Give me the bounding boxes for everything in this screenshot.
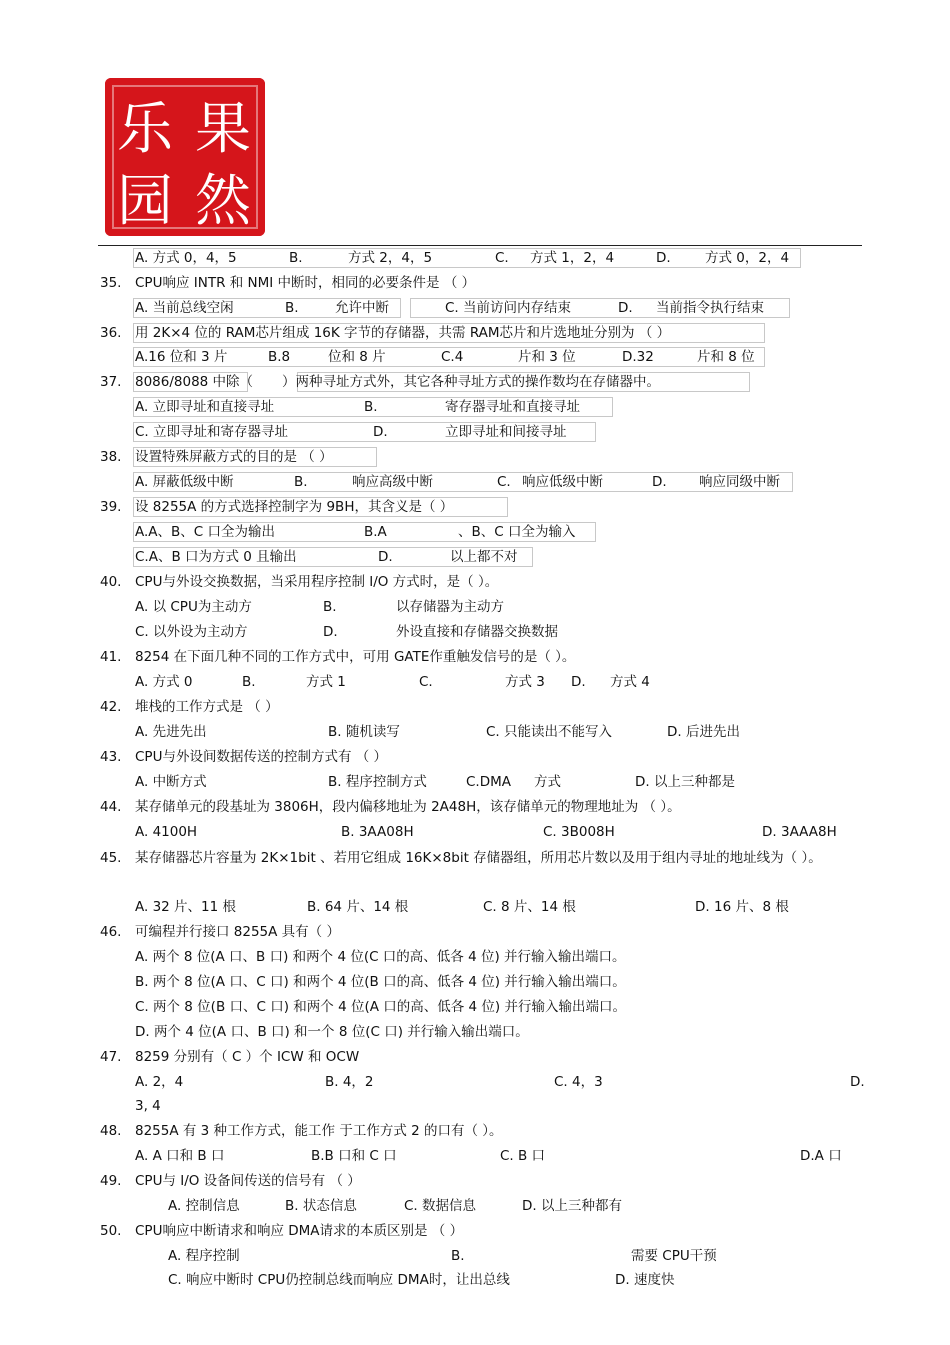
option-d-label: D. (323, 624, 338, 640)
question-number: 50. (100, 1223, 122, 1239)
option-d: D. 16 片、8 根 (695, 899, 789, 915)
q40-options-1 (0, 596, 950, 618)
q46-option-c (0, 996, 950, 1018)
option-b: B. 随机读写 (328, 724, 400, 740)
option-a: A. 32 片、11 根 (135, 899, 237, 915)
seal-graphic (105, 78, 265, 236)
seal-char-3: 园 (117, 169, 173, 234)
seal-char-2: 果 (195, 97, 251, 162)
seal-char-1: 乐 (117, 97, 173, 162)
option-d: 方式 4 (610, 674, 650, 690)
option-a: A. 先进先出 (135, 724, 207, 740)
q50-options-1 (0, 1245, 950, 1267)
question-40 (0, 571, 950, 593)
option-c: C. 4，3 (554, 1074, 603, 1090)
question-38 (0, 446, 950, 468)
option-c: 响应低级中断 (522, 474, 603, 490)
question-text: 8254 在下面几种不同的工作方式中，可用 GATE作重触发信号的是（ ）。 (135, 649, 576, 665)
option-c-label: C.4 (441, 349, 464, 365)
option-d: 3, 4 (135, 1098, 161, 1114)
question-number: 36. (100, 325, 122, 341)
question-text: CPU与 I/O 设备间传送的信号有 （ ） (135, 1173, 361, 1189)
option-d: 方式 0，2，4 (705, 250, 790, 266)
question-number: 40. (100, 574, 122, 590)
q47-options-wrap (0, 1095, 950, 1117)
option-a: A. 中断方式 (135, 774, 207, 790)
question-46 (0, 921, 950, 943)
option-b-label: B.A (364, 524, 387, 540)
option-c: C. B 口 (500, 1148, 546, 1164)
q34-options (0, 247, 950, 269)
question-text: 设置特殊屏蔽方式的目的是 （ ） (135, 449, 333, 465)
option-d: D. 以上三种都有 (522, 1198, 622, 1214)
option-c: 片和 3 位 (518, 349, 576, 365)
question-text: CPU响应中断请求和响应 DMA请求的本质区别是 （ ） (135, 1223, 464, 1239)
q39-options-2 (0, 546, 950, 568)
q50-options-2 (0, 1269, 950, 1291)
option-b: 允许中断 (335, 300, 389, 316)
option-c: C. 两个 8 位(B 口、C 口) 和两个 4 位(A 口的高、低各 4 位) 并行输入输出端口。 (135, 999, 626, 1015)
option-c: C. 只能读出不能写入 (486, 724, 613, 740)
option-b-label: B. (242, 674, 256, 690)
q49-options (0, 1195, 950, 1217)
question-number: 48. (100, 1123, 122, 1139)
q35-options (0, 297, 950, 319)
option-d-label: D. (656, 250, 671, 266)
q40-options-2 (0, 621, 950, 643)
q41-options (0, 671, 950, 693)
question-43 (0, 746, 950, 768)
option-d: D. 以上三种都是 (635, 774, 735, 790)
option-d: D. 速度快 (615, 1272, 675, 1288)
q37-options-2 (0, 421, 950, 443)
option-a: A. 立即寻址和直接寻址 (135, 399, 275, 415)
option-d-label: D.32 (622, 349, 654, 365)
option-a: A.16 位和 3 片 (135, 349, 228, 365)
option-d-label: D. (652, 474, 667, 490)
option-d: D. 3AAA8H (762, 824, 837, 840)
option-b: B.B 口和 C 口 (311, 1148, 397, 1164)
option-b-label: B. (364, 399, 378, 415)
q38-options (0, 471, 950, 493)
option-b-label: B. (451, 1248, 465, 1264)
option-d-label: D. (618, 300, 633, 316)
option-c: C. 8 片、14 根 (483, 899, 576, 915)
q48-options (0, 1145, 950, 1167)
question-text: 某存储单元的段基址为 3806H，段内偏移地址为 2A48H，该存储单元的物理地址为 （ ）。 (135, 799, 681, 815)
option-c: C. 数据信息 (404, 1198, 477, 1214)
q43-options (0, 771, 950, 793)
question-number: 42. (100, 699, 122, 715)
question-text: 堆栈的工作方式是 （ ） (135, 699, 279, 715)
question-number: 41. (100, 649, 122, 665)
option-d-label: D. (850, 1074, 865, 1090)
option-b-label: B. (294, 474, 308, 490)
option-c-label: C. (497, 474, 511, 490)
question-number: 37. (100, 374, 122, 390)
option-a: A. 4100H (135, 824, 198, 840)
option-a: A. 控制信息 (168, 1198, 240, 1214)
option-c: C. 以外设为主动方 (135, 624, 248, 640)
question-49 (0, 1170, 950, 1192)
option-a: A. A 口和 B 口 (135, 1148, 225, 1164)
question-36 (0, 322, 950, 344)
option-a: A. 方式 0 (135, 674, 193, 690)
option-c: C. 立即寻址和寄存器寻址 (135, 424, 289, 440)
q46-option-d (0, 1021, 950, 1043)
option-d: D. 后进先出 (667, 724, 740, 740)
option-b: 以存储器为主动方 (396, 599, 504, 615)
question-42 (0, 696, 950, 718)
option-b: B. 4，2 (325, 1074, 374, 1090)
option-a: A. 以 CPU为主动方 (135, 599, 252, 615)
option-b: B. 3AA08H (341, 824, 414, 840)
option-a: A. 方式 0，4，5 (135, 250, 237, 266)
option-d: D.A 口 (800, 1148, 842, 1164)
question-number: 49. (100, 1173, 122, 1189)
question-number: 46. (100, 924, 122, 940)
q46-option-a (0, 946, 950, 968)
option-d: 立即寻址和间接寻址 (445, 424, 567, 440)
q39-options-1 (0, 521, 950, 543)
question-text-part2: ）两种寻址方式外，其它各种寻址方式的操作数均在存储器中。 (282, 374, 660, 390)
option-c-label: C.DMA (466, 774, 511, 790)
option-a: A. 两个 8 位(A 口、B 口) 和两个 4 位(C 口的高、低各 4 位) 并行输入输出端口。 (135, 949, 626, 965)
option-d-label: D. (373, 424, 388, 440)
option-a: A. 程序控制 (168, 1248, 240, 1264)
option-c: C. 当前访问内存结束 (445, 300, 572, 316)
question-text-part1: 8086/8088 中除（ (135, 374, 254, 390)
question-number: 39. (100, 499, 122, 515)
option-d-label: D. (378, 549, 393, 565)
option-b: 寄存器寻址和直接寻址 (445, 399, 580, 415)
question-number: 45. (100, 850, 122, 866)
option-c-label: C. (419, 674, 433, 690)
option-b-label: B. (323, 599, 337, 615)
option-d: 当前指令执行结束 (656, 300, 764, 316)
question-text: CPU响应 INTR 和 NMI 中断时，相同的必要条件是 （ ） (135, 275, 476, 291)
q44-options (0, 821, 950, 843)
option-a: A.A、B、C 口全为输出 (135, 524, 276, 540)
option-b-label: B. (285, 300, 299, 316)
option-a: A. 2，4 (135, 1074, 184, 1090)
option-b: B. 程序控制方式 (328, 774, 427, 790)
q45-options (0, 896, 950, 918)
option-b: B. 两个 8 位(A 口、C 口) 和两个 4 位(B 口的高、低各 4 位) 并行输入输出端口。 (135, 974, 626, 990)
question-text: 设 8255A 的方式选择控制字为 9BH，其含义是（ ） (135, 499, 454, 515)
question-39 (0, 496, 950, 518)
seal-logo (105, 78, 265, 236)
option-b: 方式 2，4，5 (348, 250, 433, 266)
option-b: 位和 8 片 (328, 349, 386, 365)
option-c: C. 响应中断时 CPU仍控制总线而响应 DMA时，让出总线 (168, 1272, 510, 1288)
question-text: 可编程并行接口 8255A 具有（ ） (135, 924, 340, 940)
q47-options (0, 1071, 950, 1093)
option-d-label: D. (571, 674, 586, 690)
q36-options (0, 346, 950, 368)
question-35 (0, 272, 950, 294)
question-44 (0, 796, 950, 818)
option-d: 片和 8 位 (697, 349, 755, 365)
option-a: A. 屏蔽低级中断 (135, 474, 234, 490)
question-text: CPU与外设间数据传送的控制方式有 （ ） (135, 749, 388, 765)
question-text: 某存储器芯片容量为 2K×1bit 、若用它组成 16K×8bit 存储器组，所用芯片数以及用于组内寻址的地址线为（ ）。 (135, 850, 822, 866)
question-50 (0, 1220, 950, 1242)
option-c: 方式 (534, 774, 561, 790)
question-number: 47. (100, 1049, 122, 1065)
question-41 (0, 646, 950, 668)
option-b: 、B、C 口全为输入 (458, 524, 576, 540)
option-c: C. 3B008H (543, 824, 615, 840)
question-text: 用 2K×4 位的 RAM芯片组成 16K 字节的存储器，共需 RAM芯片和片选地址分别为 （ ） (135, 325, 671, 341)
option-d: 响应同级中断 (699, 474, 780, 490)
option-d: D. 两个 4 位(A 口、B 口) 和一个 8 位(C 口) 并行输入输出端口。 (135, 1024, 529, 1040)
option-c: C.A、B 口为方式 0 且输出 (135, 549, 297, 565)
question-number: 43. (100, 749, 122, 765)
option-b: B. 64 片、14 根 (307, 899, 409, 915)
question-number: 44. (100, 799, 122, 815)
option-c: 方式 1，2，4 (530, 250, 615, 266)
option-d: 以上都不对 (450, 549, 518, 565)
q46-option-b (0, 971, 950, 993)
q37-options-1 (0, 396, 950, 418)
option-b: B. 状态信息 (285, 1198, 357, 1214)
option-b-label: B. (289, 250, 303, 266)
option-c: 方式 3 (505, 674, 545, 690)
option-d: 外设直接和存储器交换数据 (396, 624, 558, 640)
option-b-label: B.8 (268, 349, 291, 365)
option-a: A. 当前总线空闲 (135, 300, 234, 316)
option-b: 响应高级中断 (352, 474, 433, 490)
question-47 (0, 1046, 950, 1068)
question-text: 8259 分别有（ C ）个 ICW 和 OCW (135, 1049, 360, 1065)
option-b: 需要 CPU干预 (631, 1248, 717, 1264)
question-37 (0, 371, 950, 393)
question-text: 8255A 有 3 种工作方式，能工作 于工作方式 2 的口有（ ）。 (135, 1123, 503, 1139)
question-text: CPU与外设交换数据，当采用程序控制 I/O 方式时，是（ ）。 (135, 574, 499, 590)
option-b: 方式 1 (306, 674, 346, 690)
q42-options (0, 721, 950, 743)
question-number: 35. (100, 275, 122, 291)
option-c-label: C. (495, 250, 509, 266)
header-divider (98, 245, 862, 246)
question-number: 38. (100, 449, 122, 465)
question-48 (0, 1120, 950, 1142)
seal-char-4: 然 (195, 169, 251, 234)
